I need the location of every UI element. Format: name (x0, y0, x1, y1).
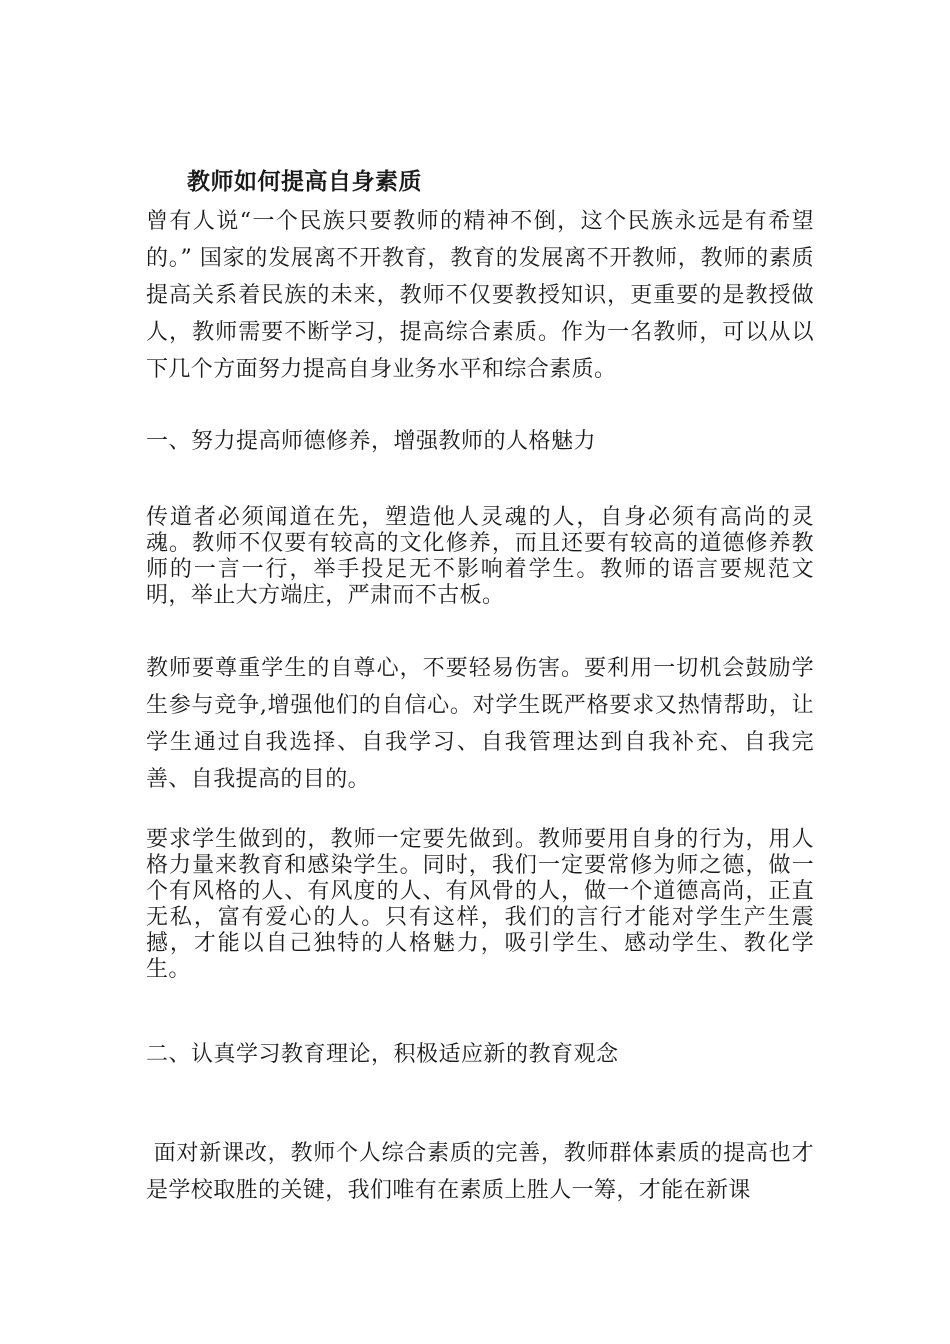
section-1-paragraph-1: 传道者必须闻道在先，塑造他人灵魂的人，自身必须有高尚的灵魂。教师不仅要有较高的文化修养，而且还要有较高的道德修养教师的一言一行，举手投足无不影响着学生。教师的语言要规范文明，举止大方端庄，严肃而不古板。 (146, 505, 814, 608)
section-1-heading: 一、努力提高师德修养，增强教师的人格魅力 (146, 429, 597, 454)
section-2-paragraph-1: 面对新课改，教师个人综合素质的完善，教师群体素质的提高也才是学校取胜的关键，我们唯有在素质上胜人一筹，才能在新课 (146, 1141, 814, 1203)
document-title: 教师如何提高自身素质 (187, 169, 422, 195)
section-1-paragraph-2: 教师要尊重学生的自尊心，不要轻易伤害。要利用一切机会鼓励学生参与竞争,增强他们的自信心。对学生既严格要求又热情帮助，让学生通过自我选择、自我学习、自我管理达到自我补充、自我完善、自我提高的目的。 (146, 656, 814, 792)
intro-paragraph: 曾有人说“一个民族只要教师的精神不倒，这个民族永远是有希望的。” 国家的发展离不开教育，教育的发展离不开教师，教师的素质提高关系着民族的未来，教师不仅要教授知识，更重要的是教授做人，教师需要不断学习，提高综合素质。作为一名教师，可以从以下几个方面努力提高自身业务水平和综合素质。 (146, 209, 814, 382)
section-2-heading: 二、认真学习教育理论，积极适应新的教育观念 (146, 1042, 619, 1067)
section-1-paragraph-3: 要求学生做到的，教师一定要先做到。教师要用自身的行为，用人格力量来教育和感染学生。同时，我们一定要常修为师之德，做一个有风格的人、有风度的人、有风骨的人，做一个道德高尚，正直无私，富有爱心的人。只有这样，我们的言行才能对学生产生震撼，才能以自己独特的人格魅力，吸引学生、感动学生、教化学生。 (146, 827, 814, 982)
